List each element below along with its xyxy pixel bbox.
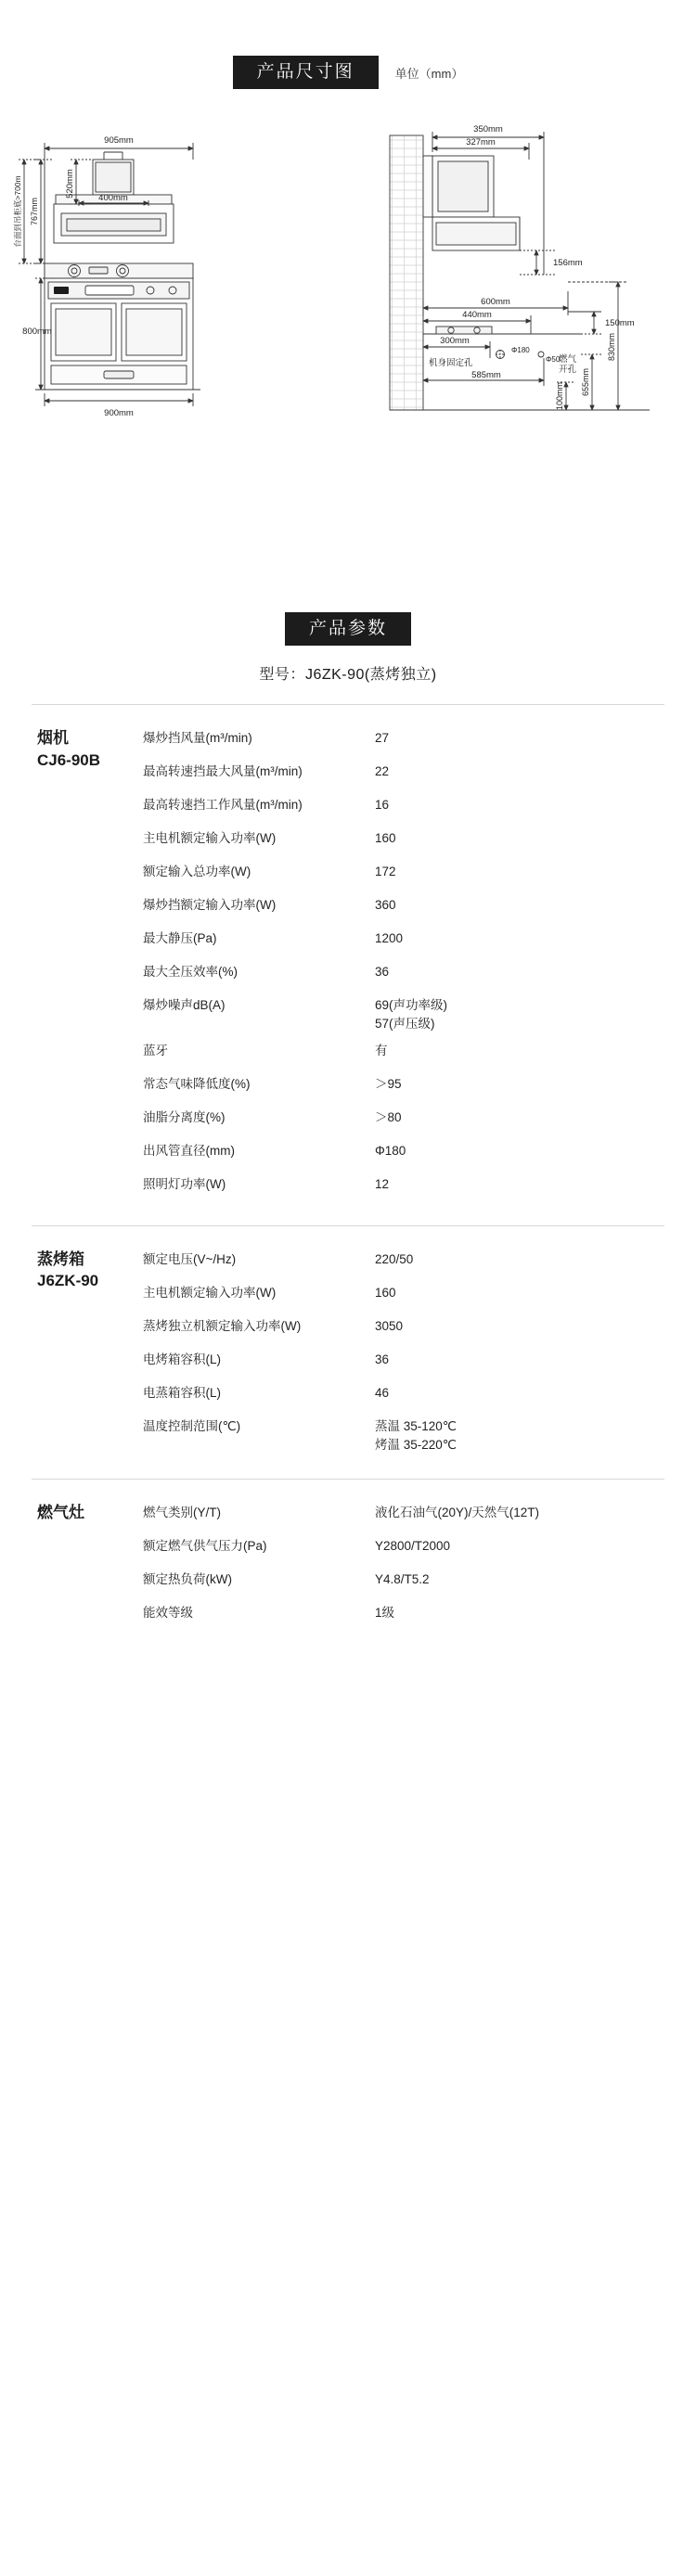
spec-value: ＞80 xyxy=(375,1109,402,1124)
svg-text:905mm: 905mm xyxy=(104,135,134,146)
svg-text:655mm: 655mm xyxy=(581,367,590,397)
spec-key: 电蒸箱容积(L) xyxy=(143,1385,221,1400)
spec-key: 主电机额定输入功率(W) xyxy=(143,1285,277,1300)
svg-text:520mm: 520mm xyxy=(65,169,75,199)
spec-row xyxy=(143,1500,664,1533)
spec-row xyxy=(143,1314,664,1347)
group-name-line1: 烟机 xyxy=(37,729,69,747)
spec-value: 36 xyxy=(375,965,390,979)
spec-key: 爆炒挡风量(m³/min) xyxy=(143,731,252,745)
spec-value: Y4.8/T5.2 xyxy=(375,1572,430,1586)
spec-row xyxy=(143,1380,664,1414)
group-name-line2: J6ZK-90 xyxy=(37,1272,99,1290)
spec-value: 有 xyxy=(375,1043,388,1057)
svg-text:156mm: 156mm xyxy=(553,258,583,268)
spec-key: 蓝牙 xyxy=(143,1043,168,1057)
spec-value-line2: 烤温 35-220℃ xyxy=(375,1437,457,1452)
spec-key: 常态气味降低度(%) xyxy=(143,1076,251,1091)
svg-text:400mm: 400mm xyxy=(98,193,128,203)
spec-key: 温度控制范围(℃) xyxy=(143,1418,241,1433)
spec-title-row xyxy=(0,612,696,646)
group-name-line2: CJ6-90B xyxy=(37,750,101,769)
spec-row xyxy=(143,725,664,759)
dimension-unit-note: 单位（mm） xyxy=(394,66,464,81)
spec-row xyxy=(143,1138,664,1172)
spec-value: 360 xyxy=(375,898,396,912)
spec-value-line1: 69(声功率级) xyxy=(375,998,448,1012)
dimension-section-title: 产品尺寸图 xyxy=(233,56,379,89)
spec-group-steam-oven xyxy=(32,1226,664,1468)
svg-text:800mm: 800mm xyxy=(22,327,52,337)
spec-table xyxy=(0,704,696,1643)
spec-row xyxy=(143,1071,664,1105)
svg-text:150mm: 150mm xyxy=(605,318,635,328)
spec-key: 爆炒挡额定输入功率(W) xyxy=(143,898,277,912)
svg-text:Φ180: Φ180 xyxy=(511,346,530,354)
spec-row xyxy=(143,826,664,859)
spec-row xyxy=(143,759,664,792)
model-label: 型号： xyxy=(259,667,305,683)
spec-row xyxy=(143,1567,664,1600)
svg-text:350mm: 350mm xyxy=(473,124,503,135)
group-name-line1: 燃气灶 xyxy=(37,1504,84,1521)
spec-key: 最大全压效率(%) xyxy=(143,965,238,979)
spec-value: 1级 xyxy=(375,1606,395,1620)
spec-group-gas-stove xyxy=(32,1480,664,1643)
svg-text:开孔: 开孔 xyxy=(559,365,577,375)
svg-text:100mm: 100mm xyxy=(555,381,564,411)
spec-rows xyxy=(143,1247,664,1459)
svg-text:600mm: 600mm xyxy=(481,297,510,307)
spec-value: 220/50 xyxy=(375,1251,414,1266)
svg-text:台面到吊柜底>700m: 台面到吊柜底>700m xyxy=(13,175,22,248)
spec-row xyxy=(143,926,664,959)
spec-row xyxy=(143,993,664,1038)
spec-value: 1200 xyxy=(375,931,404,945)
svg-text:440mm: 440mm xyxy=(462,310,492,320)
spec-row xyxy=(143,1347,664,1380)
model-value: J6ZK-90(蒸烤独立) xyxy=(304,667,437,683)
spec-value-line1: 蒸温 35-120℃ xyxy=(375,1418,457,1433)
spec-key: 电烤箱容积(L) xyxy=(143,1352,221,1366)
svg-text:Φ50: Φ50 xyxy=(546,355,561,364)
dimension-title-row xyxy=(0,56,696,89)
spec-row xyxy=(143,792,664,826)
spec-value: 3050 xyxy=(375,1318,404,1333)
spec-value xyxy=(375,1417,664,1455)
spec-key: 最大静压(Pa) xyxy=(143,931,217,945)
spec-row xyxy=(143,1280,664,1314)
svg-text:机身固定孔: 机身固定孔 xyxy=(429,358,473,368)
svg-text:830mm: 830mm xyxy=(607,332,616,362)
spec-row xyxy=(143,1414,664,1459)
spec-key: 蒸烤独立机额定输入功率(W) xyxy=(143,1318,302,1333)
spec-key: 主电机额定输入功率(W) xyxy=(143,831,277,845)
svg-text:燃气: 燃气 xyxy=(559,354,577,365)
spec-row xyxy=(143,1038,664,1071)
spec-key: 燃气类别(Y/T) xyxy=(143,1506,221,1519)
spec-key: 最高转速挡工作风量(m³/min) xyxy=(143,798,303,812)
spec-value: ＞95 xyxy=(375,1076,402,1091)
spec-value: 液化石油气(20Y)/天然气(12T) xyxy=(375,1506,540,1519)
spec-value: 46 xyxy=(375,1385,390,1400)
spec-value: 36 xyxy=(375,1352,390,1366)
spec-row xyxy=(143,1105,664,1138)
spec-key: 最高转速挡最大风量(m³/min) xyxy=(143,764,303,778)
spec-row xyxy=(143,959,664,993)
spec-row xyxy=(143,1600,664,1634)
spec-key: 照明灯功率(W) xyxy=(143,1176,226,1191)
group-name-line1: 蒸烤箱 xyxy=(37,1250,84,1268)
spec-rows xyxy=(143,1500,664,1634)
spec-row xyxy=(143,1533,664,1567)
spec-value: 16 xyxy=(375,798,390,812)
svg-text:585mm: 585mm xyxy=(471,370,501,380)
model-line xyxy=(0,662,696,684)
svg-text:767mm: 767mm xyxy=(30,197,39,226)
spec-value: 160 xyxy=(375,831,396,845)
spec-key: 额定热负荷(kW) xyxy=(143,1572,232,1586)
spec-row xyxy=(143,1172,664,1205)
spec-value: 160 xyxy=(375,1285,396,1300)
spec-rows xyxy=(143,725,664,1205)
spec-value: Y2800/T2000 xyxy=(375,1539,451,1553)
spec-key: 额定燃气供气压力(Pa) xyxy=(143,1539,267,1553)
spec-group-name xyxy=(32,1247,143,1459)
svg-text:327mm: 327mm xyxy=(466,137,496,147)
spec-group-name xyxy=(32,725,143,1205)
spec-section-title: 产品参数 xyxy=(285,612,411,646)
spec-value: 172 xyxy=(375,865,396,878)
svg-text:300mm: 300mm xyxy=(440,336,470,346)
spec-key: 爆炒噪声dB(A) xyxy=(143,998,226,1012)
spec-value: 27 xyxy=(375,731,390,745)
spec-value-line2: 57(声压级) xyxy=(375,1017,435,1032)
spec-group-name xyxy=(32,1500,143,1634)
spec-row xyxy=(143,892,664,926)
spec-value: 12 xyxy=(375,1176,390,1191)
dimension-drawing xyxy=(0,115,696,505)
spec-value xyxy=(375,996,664,1034)
svg-text:900mm: 900mm xyxy=(104,408,134,418)
spec-value: Φ180 xyxy=(375,1143,406,1158)
spec-key: 能效等级 xyxy=(143,1606,193,1620)
spec-row xyxy=(143,859,664,892)
spec-value: 22 xyxy=(375,764,390,778)
spec-key: 额定输入总功率(W) xyxy=(143,865,251,878)
spec-key: 出风管直径(mm) xyxy=(143,1143,235,1158)
spec-key: 额定电压(V~/Hz) xyxy=(143,1251,237,1266)
spec-group-hood xyxy=(32,705,664,1214)
spec-row xyxy=(143,1247,664,1280)
product-spec-page xyxy=(0,56,696,2576)
spec-key: 油脂分离度(%) xyxy=(143,1109,226,1124)
